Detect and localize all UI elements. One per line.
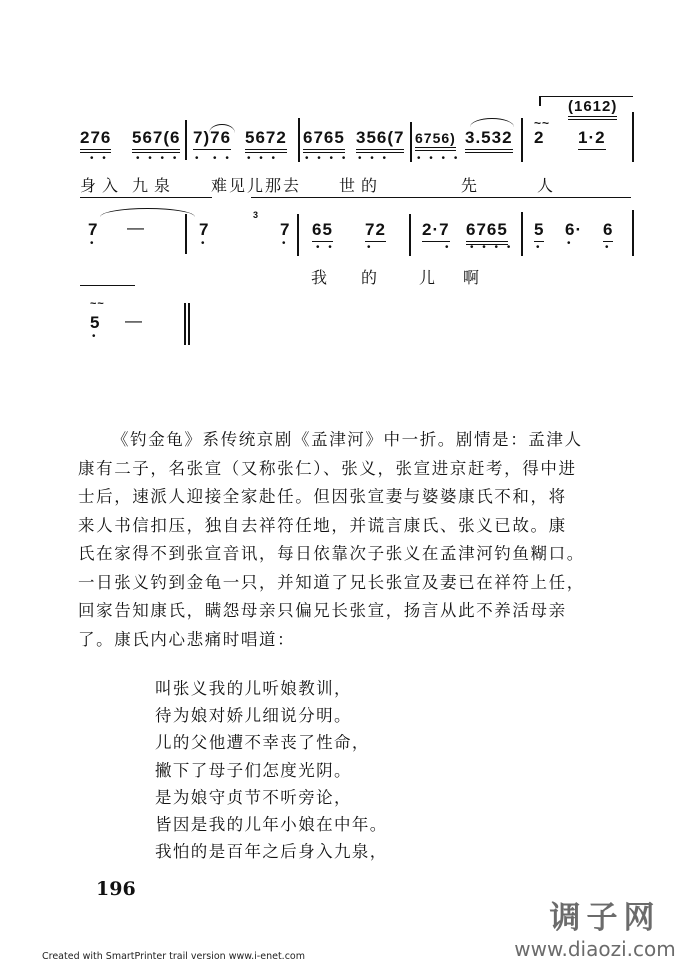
low-octave-dots: • • • [358,153,390,164]
note-group: 1·2 [578,128,606,150]
ornament-notes: (1612) [568,98,617,120]
final-barline [188,303,190,345]
note-group: 276 [80,128,111,153]
low-octave-dots: • • • • [305,153,349,164]
lyric: 世的 [339,176,384,195]
lyric: 难见儿那去 [211,176,302,195]
note-group: 6765 [303,128,345,153]
footer-credit: Created with SmartPrinter trail version www.i-enet.com [42,951,305,962]
barline [410,122,412,162]
barline [298,118,300,162]
barline [521,212,523,256]
prose-line: 一日张义钓到金龟一只，并知道了兄长张宣及妻已在祥符上任， [78,572,585,592]
low-octave-dot: • [201,238,208,249]
slur [100,208,195,217]
grace-note: 3 [253,210,260,220]
watermark-title: 调子网 [549,900,661,936]
note-group: 72 [365,220,386,242]
low-octave-dot: • [567,238,574,249]
low-octave-dots: • • • • [136,153,180,164]
note: 2 [534,128,545,147]
bracket-hook [539,96,541,106]
note-group: 65 [312,220,333,242]
verse-line: 我怕的是百年之后身入九泉， [155,842,388,862]
note-group: 5672 [245,128,287,153]
note: 5 [90,313,101,332]
note-group: 2·7 [422,220,450,242]
note: 7 [280,220,291,239]
prose-line: 《钓金龟》系传统京剧《孟津河》中一折。剧情是：孟津人 [112,430,583,449]
low-octave-dot: • [445,242,452,253]
watermark-url: www.diaozi.com [514,937,676,961]
prose-line: 康有二子，名张宣（又称张仁）、张义，张宣进京赶考，得中进 [78,458,577,478]
low-octave-dot: • [536,242,543,253]
note: 7 [199,220,210,239]
note: 7 [88,220,99,239]
lyric: 的 [361,268,378,287]
verse-line: 儿的父他遭不幸丧了性命， [155,733,370,753]
low-octave-dots: • • [90,153,109,164]
lyric: 身入 [80,176,125,195]
low-octave-dots: • • [316,242,335,253]
low-octave-dot: • [605,242,612,253]
barline [632,210,634,256]
lyric: 啊 [463,268,480,287]
tie-line [251,197,631,198]
barline [297,214,299,256]
low-octave-dots: • • • • [417,153,461,164]
slur [209,124,235,133]
note-group: 356(7 [356,128,404,153]
page-number: 196 [96,878,136,900]
verse-line: 是为娘守贞节不听旁论， [155,787,352,807]
dash-extension: — [127,218,145,237]
prose-line: 了。康氏内心悲痛时唱道： [78,629,296,649]
repeat-bracket [539,96,633,97]
note-group: 7)76 [193,128,231,150]
trill-mark: ~~ [534,116,551,130]
tie-line [80,197,212,198]
tie-line [80,285,135,286]
barline [521,118,523,162]
low-octave-dot: • [90,238,97,249]
prose-line: 来人书信扣压，独自去祥符任地，并谎言康氏、张义已故。康 [78,515,567,535]
dash-extension: — [125,311,143,330]
low-octave-dots: • • • • [470,242,514,253]
barline [185,120,187,160]
prose-line: 氏在家得不到张宣音讯，每日依靠次子张义在孟津河钓鱼糊口。 [78,544,585,563]
watermark [514,900,690,962]
lyric: 人 [537,176,554,195]
slur [470,118,514,127]
verse-line: 待为娘对娇儿细说分明。 [155,706,352,726]
verse-line: 撇下了母子们怎度光阴。 [155,760,352,780]
trill-mark: ~~ [90,298,105,310]
lyrics-verse [155,675,575,865]
verse-line: 叫张义我的儿听娘教训， [155,679,352,698]
barline [185,214,187,254]
low-octave-dot: • [367,242,374,253]
lyric: 我 [311,268,328,287]
low-octave-dot: • [282,238,289,249]
barline [409,214,411,256]
note-group: 6765 [466,220,508,245]
note-group: 567(6 [132,128,180,153]
lyric: 先 [461,176,478,195]
prose-line: 士后，速派人迎接全家赴任。但因张宣妻与婆婆康氏不和，将 [78,487,567,506]
note-group: 3.532 [465,128,513,153]
low-octave-dots: • • • [247,153,279,164]
note-group: 6756) [415,130,456,151]
note: 6· [565,220,583,239]
verse-line: 皆因是我的儿年小娘在中年。 [155,815,388,835]
lyric: 九泉 [132,176,177,195]
final-barline [184,303,186,345]
note: 5 [534,220,544,242]
low-octave-dots: • • • [195,153,232,164]
note: 6 [603,220,613,242]
barline [632,112,634,162]
synopsis-paragraph [78,426,638,654]
lyric: 儿 [419,268,436,287]
low-octave-dot: • [92,331,99,342]
prose-line: 回家告知康氏，瞒怨母亲只偏兄长张宣，扬言从此不养活母亲 [78,601,567,620]
